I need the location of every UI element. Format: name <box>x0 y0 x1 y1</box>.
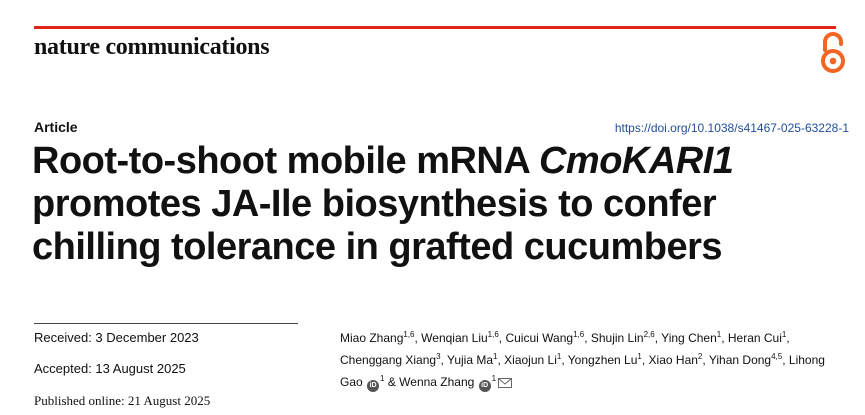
author[interactable] <box>649 353 703 367</box>
author-name: Wenqian Liu <box>421 331 488 345</box>
author-name: Lihong Gao <box>340 353 825 389</box>
author-affiliation: 1 <box>716 330 722 339</box>
author[interactable] <box>340 331 415 345</box>
author-affiliation: 4,5 <box>771 352 783 361</box>
author-affiliation: 3 <box>436 352 441 361</box>
author-list: Miao Zhang$^{1,6}$, Wenqian Liu$^{1,6}$, Cuicui Wang$^{1,6}$, Shujin Lin$^{2,6}$, Ying Chen$^1$, Heran Cui$^1$, Chenggang Xiang$^3$, Yujia Ma$^1$, Xiaojun Li$^1$, Yongzhen Lu$^1$, Xiao Han$^2$, Yihan Dong$^{4,5}$, Lihong Gao $iD^1$ & Wenna Zhang $iD^1$ <box>340 327 850 393</box>
author-name: Yujia Ma <box>447 353 494 367</box>
author-name: Chenggang Xiang <box>340 353 437 367</box>
author-affiliation: 1 <box>556 352 562 361</box>
title-gene-name: CmoKARI1 <box>538 140 734 182</box>
header-accent-line <box>34 26 836 29</box>
article-title <box>32 140 852 269</box>
author[interactable] <box>591 331 655 345</box>
mail-icon[interactable] <box>498 378 512 388</box>
author[interactable] <box>568 353 642 367</box>
author-name: Ying Chen <box>661 331 717 345</box>
author-name: Cuicui Wang <box>505 331 574 345</box>
dates-divider <box>34 323 298 324</box>
author-affiliation: 1 <box>493 352 498 361</box>
doi-link[interactable]: https://doi.org/10.1038/s41467-025-63228-1 <box>614 121 849 135</box>
author-name: Xiaojun Li <box>504 353 557 367</box>
author[interactable] <box>421 331 499 345</box>
published-date: Published online: 21 August 2025 <box>34 393 211 408</box>
author-name: Heran Cui <box>727 331 782 345</box>
author-name: Xiao Han <box>648 353 698 367</box>
author-affiliation: 1 <box>380 374 385 383</box>
author[interactable] <box>399 375 512 389</box>
journal-name: nature communications <box>34 34 270 60</box>
author[interactable] <box>728 331 786 345</box>
orcid-icon[interactable]: iD <box>367 380 379 392</box>
author-affiliation: 2 <box>697 352 703 361</box>
author-affiliation: 1,6 <box>487 330 499 339</box>
author-name: Yihan Dong <box>708 353 772 367</box>
title-text-1: Root-to-shoot mobile mRNA <box>32 140 539 182</box>
author-name: Miao Zhang <box>340 331 404 345</box>
received-date: Received: 3 December 2023 <box>34 330 199 345</box>
author-affiliation: 1,6 <box>403 330 415 339</box>
author-name: Yongzhen Lu <box>567 353 638 367</box>
title-text-2: promotes JA-Ile biosynthesis to confer chilling tolerance in grafted cucumbers <box>32 183 722 268</box>
author-affiliation: 1 <box>781 330 787 339</box>
author-affiliation: 1 <box>491 374 497 383</box>
author[interactable] <box>505 331 584 345</box>
author-affiliation: 1,6 <box>573 330 585 339</box>
author[interactable] <box>661 331 721 345</box>
author-name: Wenna Zhang <box>399 375 475 389</box>
author[interactable] <box>447 353 497 367</box>
open-access-icon[interactable] <box>818 30 848 76</box>
author-affiliation: 1 <box>637 352 642 361</box>
author-affiliation: 2,6 <box>643 330 655 339</box>
accepted-date: Accepted: 13 August 2025 <box>34 361 186 376</box>
author[interactable] <box>504 353 561 367</box>
author[interactable] <box>709 353 782 367</box>
orcid-icon[interactable]: iD <box>479 380 491 392</box>
article-type: Article <box>34 119 78 135</box>
author-name: Shujin Lin <box>590 331 644 345</box>
author[interactable] <box>340 353 441 367</box>
